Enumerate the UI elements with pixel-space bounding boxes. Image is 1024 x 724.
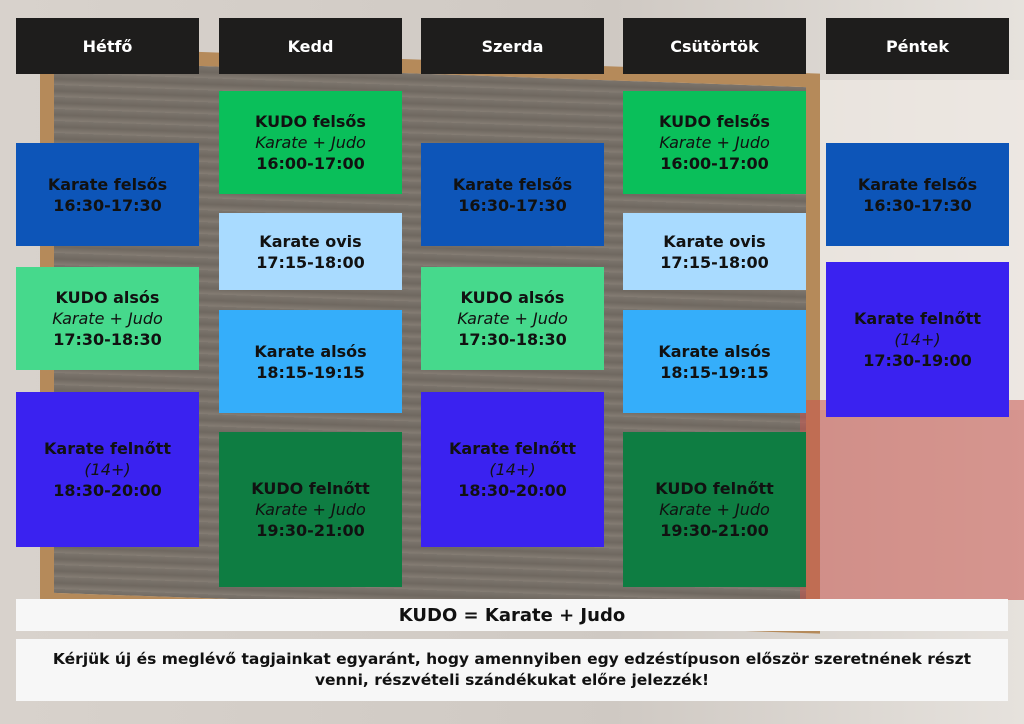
- background-mat: [800, 400, 1024, 600]
- class-name: KUDO alsós: [55, 288, 160, 307]
- class-time: 16:30-17:30: [53, 195, 162, 215]
- class-block-thursday-4: [623, 432, 806, 587]
- class-block-thursday-2: [623, 213, 806, 290]
- class-name: Karate felsős: [452, 174, 573, 194]
- class-name: Karate felnőtt: [449, 439, 576, 458]
- class-name: KUDO felnőtt: [251, 479, 370, 498]
- class-name: Karate ovis: [663, 231, 766, 251]
- class-block-wednesday-3: [421, 392, 604, 547]
- class-time: 17:15-18:00: [660, 252, 769, 272]
- class-block-tuesday-2: [219, 213, 402, 290]
- class-time: 18:30-20:00: [458, 481, 567, 500]
- class-block-monday-3: [16, 392, 199, 547]
- class-name: Karate felsős: [47, 174, 168, 194]
- class-subtitle: (14+): [894, 330, 941, 349]
- class-block-tuesday-1: [219, 91, 402, 194]
- class-block-thursday-3: [623, 310, 806, 413]
- class-block-monday-2: [16, 267, 199, 370]
- class-name: Karate ovis: [259, 231, 362, 251]
- class-time: 16:00-17:00: [256, 154, 365, 173]
- class-time: 18:15-19:15: [256, 362, 365, 382]
- class-subtitle: (14+): [489, 460, 536, 479]
- class-block-monday-1: [16, 143, 199, 246]
- class-subtitle: (14+): [84, 460, 131, 479]
- class-block-tuesday-3: [219, 310, 402, 413]
- class-block-wednesday-1: [421, 143, 604, 246]
- class-block-thursday-1: [623, 91, 806, 194]
- day-header-monday: Hétfő: [16, 18, 199, 74]
- class-time: 17:15-18:00: [256, 252, 365, 272]
- class-subtitle: Karate + Judo: [255, 133, 366, 152]
- day-header-thursday: Csütörtök: [623, 18, 806, 74]
- day-header-friday: Péntek: [826, 18, 1009, 74]
- class-subtitle: Karate + Judo: [659, 133, 770, 152]
- class-block-wednesday-2: [421, 267, 604, 370]
- class-name: KUDO felsős: [659, 112, 770, 131]
- class-subtitle: Karate + Judo: [659, 500, 770, 519]
- class-name: Karate felnőtt: [854, 309, 981, 328]
- class-block-tuesday-4: [219, 432, 402, 587]
- kudo-legend: KUDO = Karate + Judo: [16, 599, 1008, 631]
- class-block-friday-1: [826, 143, 1009, 246]
- class-name: KUDO felsős: [255, 112, 366, 131]
- notice-text: Kérjük új és meglévő tagjainkat egyaránt, hogy amennyiben egy edzéstípuson először szeretnének részt venni, részvételi szándékukat előre jelezzék!: [16, 639, 1008, 701]
- class-time: 16:30-17:30: [863, 195, 972, 215]
- class-time: 18:30-20:00: [53, 481, 162, 500]
- class-time: 19:30-21:00: [256, 521, 365, 540]
- class-name: KUDO alsós: [460, 288, 565, 307]
- class-subtitle: Karate + Judo: [255, 500, 366, 519]
- class-time: 18:15-19:15: [660, 362, 769, 382]
- class-time: 16:30-17:30: [458, 195, 567, 215]
- class-subtitle: Karate + Judo: [52, 309, 163, 328]
- class-time: 17:30-19:00: [863, 351, 972, 370]
- class-name: Karate felnőtt: [44, 439, 171, 458]
- class-subtitle: Karate + Judo: [457, 309, 568, 328]
- class-time: 19:30-21:00: [660, 521, 769, 540]
- class-name: KUDO felnőtt: [655, 479, 774, 498]
- day-header-wednesday: Szerda: [421, 18, 604, 74]
- class-time: 16:00-17:00: [660, 154, 769, 173]
- day-header-tuesday: Kedd: [219, 18, 402, 74]
- class-name: Karate alsós: [254, 341, 367, 361]
- class-block-friday-2: [826, 262, 1009, 417]
- class-name: Karate felsős: [857, 174, 978, 194]
- class-name: Karate alsós: [658, 341, 771, 361]
- class-time: 17:30-18:30: [53, 330, 162, 349]
- class-time: 17:30-18:30: [458, 330, 567, 349]
